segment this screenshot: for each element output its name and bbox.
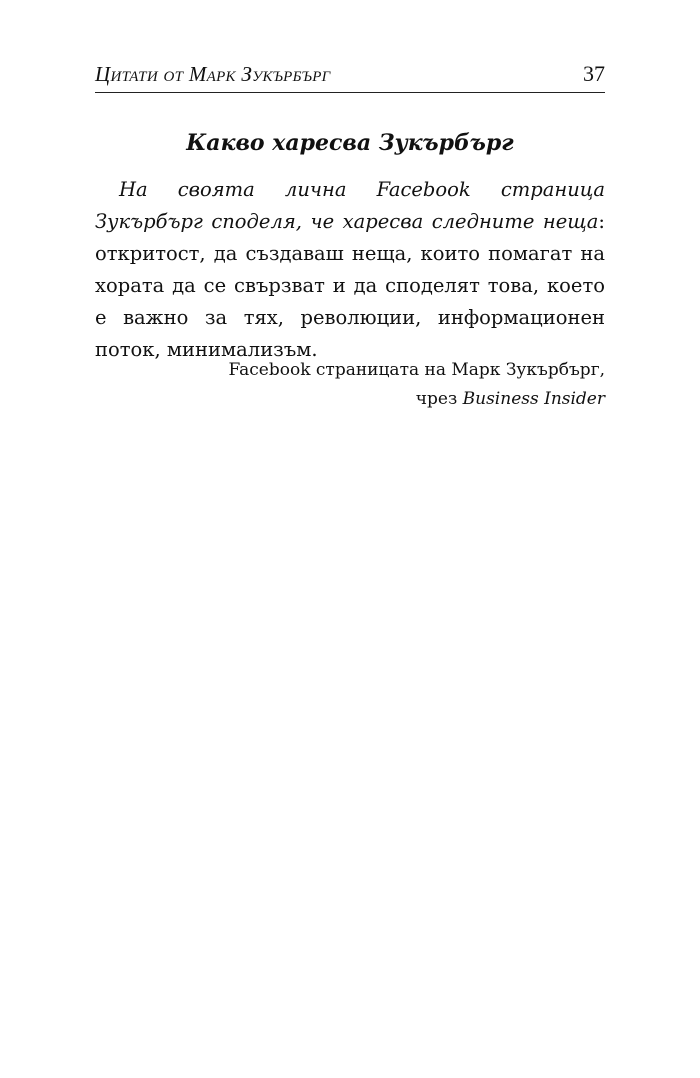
attribution-via: чрез [415,389,463,409]
quote-paragraph [95,174,605,366]
attribution-source-name: Business Insider [462,389,605,409]
running-header [95,60,605,93]
quote-attribution [95,356,605,414]
attribution-source-line [95,385,605,414]
page-number: 37 [583,61,605,86]
attribution-line: Facebook страницата на Марк Зукърбърг, [228,360,605,380]
quote-body: : откритост, да създаваш неща, които помагат на хората да се свързват и да споделят това, което е важно за тях, революции, информационен поток, минимализъм. [95,210,605,361]
quote-italic-intro: На своята лична Facebook страница Зукърбърг споделя, че харесва следните неща [95,178,605,233]
running-title: Цитати от Марк Зукърбърг [95,62,331,86]
section-heading: Какво харесва Зукърбърг [186,130,514,156]
